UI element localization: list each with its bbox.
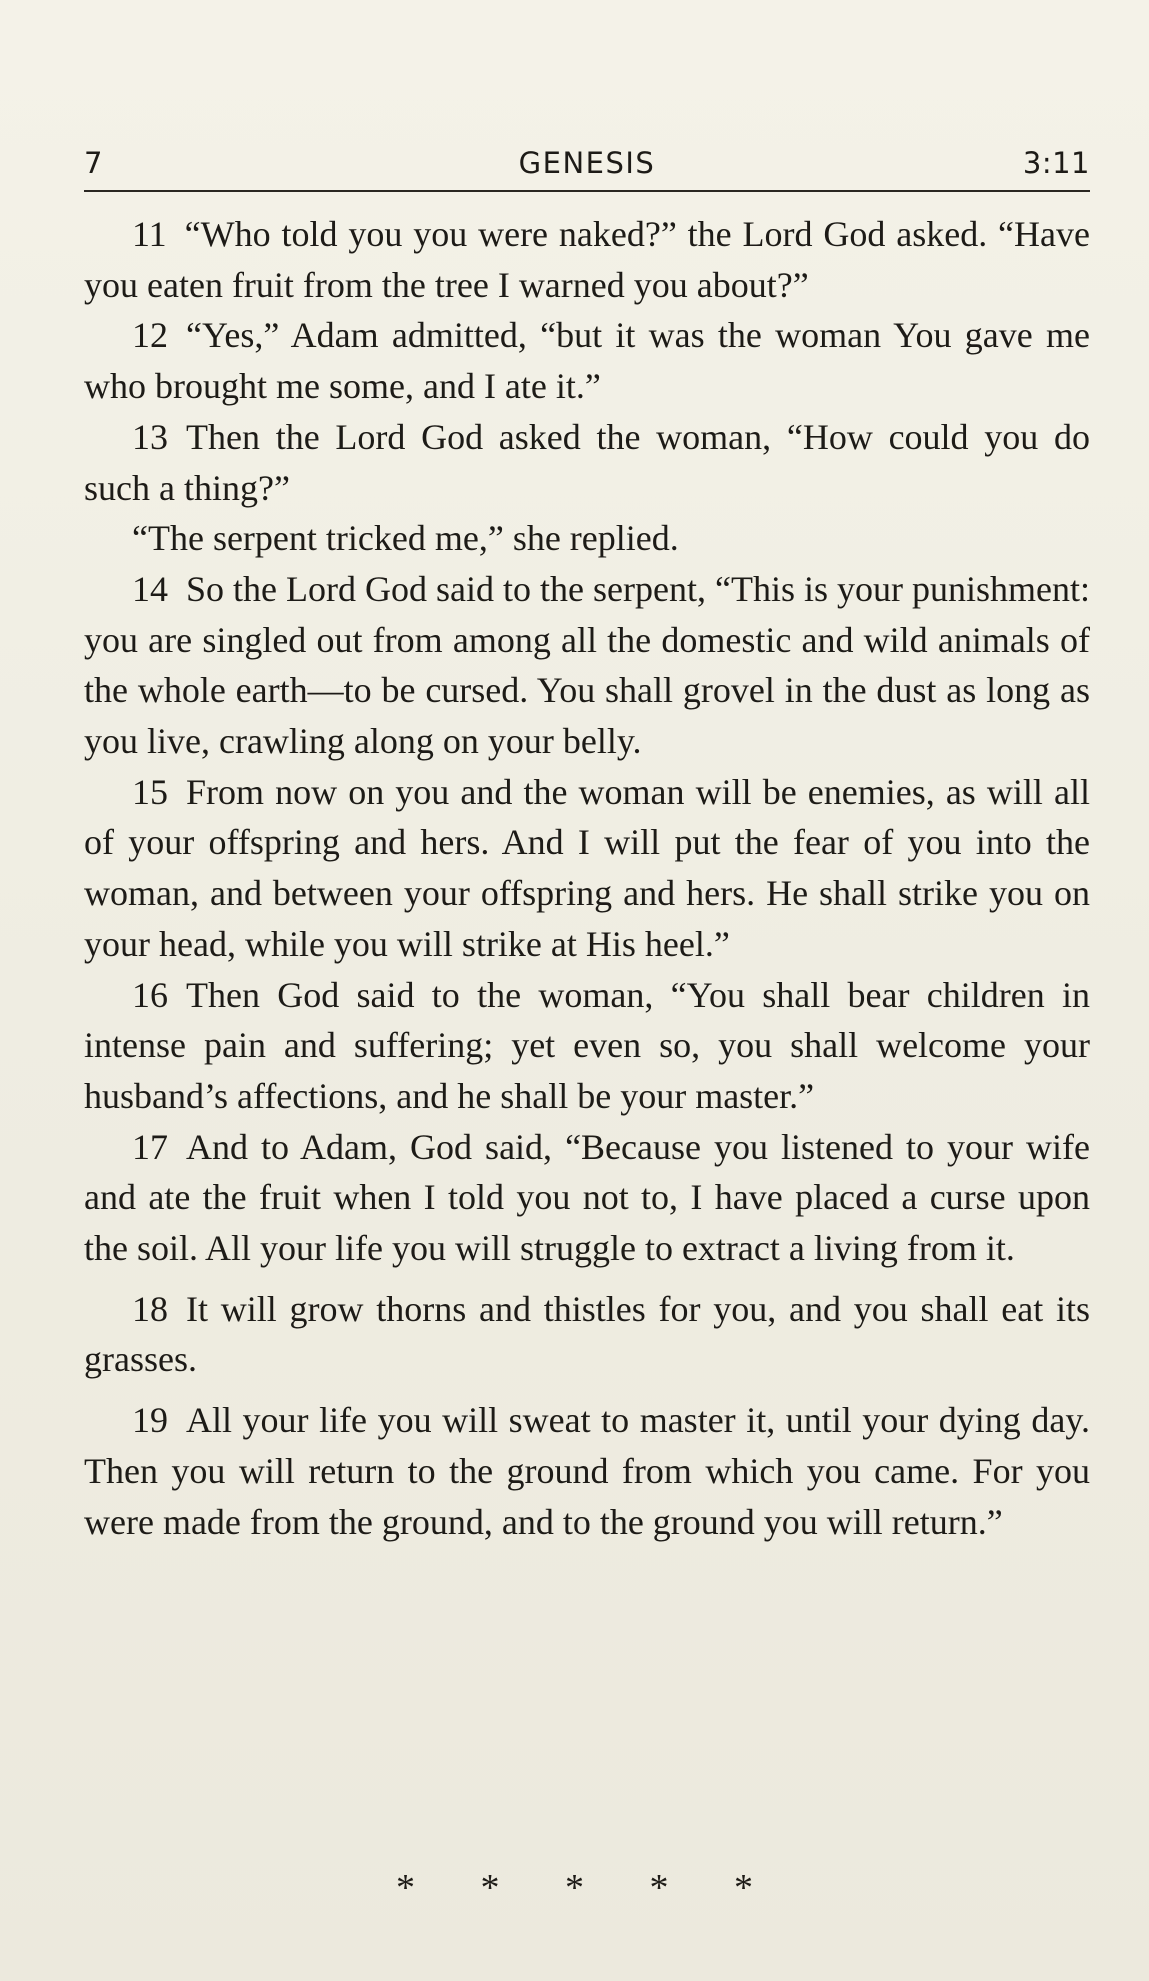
verse-11	[84, 209, 1090, 310]
verse-16	[84, 970, 1090, 1122]
verse-12	[84, 310, 1090, 411]
scripture-text	[84, 209, 1090, 1547]
verse-number: 14	[132, 568, 168, 609]
verse-number: 12	[132, 315, 168, 356]
verse-number: 17	[132, 1126, 168, 1167]
verse-number: 19	[132, 1400, 168, 1441]
verse-number: 16	[132, 974, 168, 1015]
verse-number: 15	[132, 771, 168, 812]
book-title: GENESIS	[518, 146, 656, 180]
verse-text: “The serpent tricked me,” she replied.	[132, 518, 679, 559]
verse-13	[84, 412, 1090, 513]
verse-text: Then the Lord God asked the woman, “How could you do such a thing?”	[84, 416, 1090, 508]
verse-17	[84, 1122, 1090, 1274]
verse-14	[84, 564, 1090, 767]
verse-text: All your life you will sweat to master it, until your dying day. Then you will return to the ground from which you came. For you were made from the ground, and to the ground you will return.”	[84, 1400, 1090, 1542]
verse-text: And to Adam, God said, “Because you listened to your wife and ate the fruit when I told you not to, I have placed a curse upon the soil. All your life you will struggle to extract a living from it.	[84, 1126, 1090, 1269]
verse-text: So the Lord God said to the serpent, “This is your punishment: you are singled out from among all the domestic and wild animals of the whole earth—to be cursed. You shall grovel in the dust as long as you live, crawling along on your belly.	[84, 568, 1090, 762]
verse-number: 13	[132, 416, 168, 457]
verse-18	[84, 1284, 1090, 1385]
verse-15	[84, 767, 1090, 970]
verse-text: “Yes,” Adam admitted, “but it was the woman You gave me who brought me some, and I ate it.”	[84, 315, 1090, 407]
chapter-verse-reference: 3:11	[1022, 146, 1090, 180]
verse-text: Then God said to the woman, “You shall bear children in intense pain and suffering; yet even so, you shall welcome your husband’s affections, and he shall be your master.”	[84, 974, 1090, 1116]
verse-text: From now on you and the woman will be enemies, as will all of your offspring and hers. And I will put the fear of you into the woman, and between your offspring and hers. He shall strike you on your head, while you will strike at His heel.”	[84, 771, 1090, 964]
page-number: 7	[84, 146, 103, 180]
header-rule	[84, 190, 1090, 192]
section-separator: * * * * *	[396, 1867, 753, 1909]
verse-13-reply	[84, 513, 1090, 564]
verse-19	[84, 1395, 1090, 1547]
verse-text: “Who told you you were naked?” the Lord God asked. “Have you eaten fruit from the tree I warned you about?”	[84, 214, 1090, 305]
verse-text: It will grow thorns and thistles for you, and you shall eat its grasses.	[84, 1288, 1090, 1380]
verse-number: 11	[132, 214, 167, 254]
running-header	[84, 146, 1090, 192]
verse-number: 18	[132, 1288, 168, 1329]
